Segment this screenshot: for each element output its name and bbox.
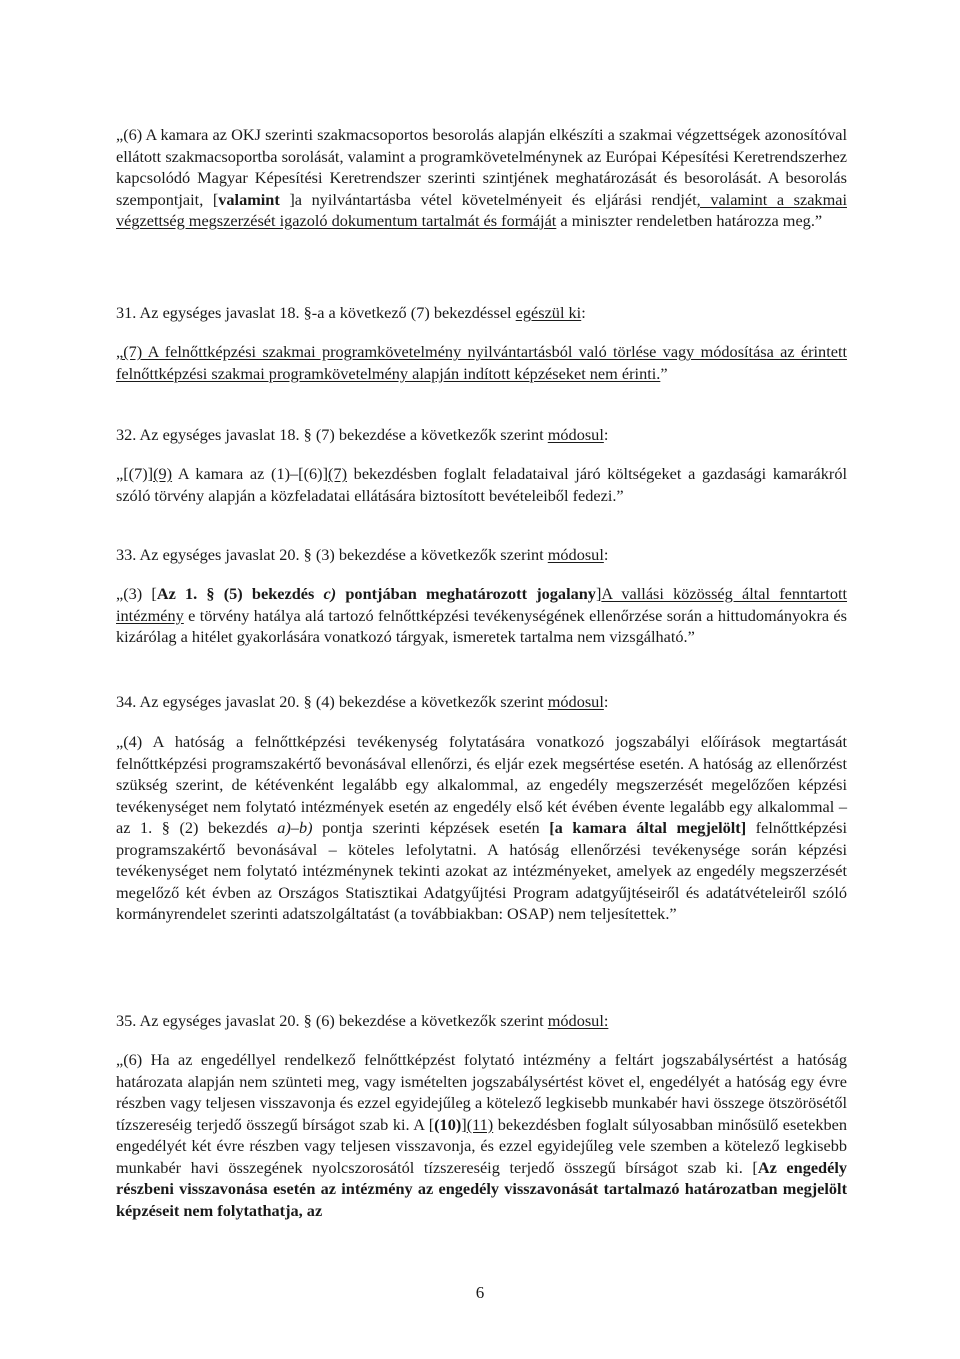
p1-bold-valamint: valamint xyxy=(218,189,280,209)
p3-text-c: A kamara az (1)–[(6)] xyxy=(172,464,329,483)
amendment-heading-33 xyxy=(116,544,847,566)
p6-text-e: bekezdésben foglalt súlyosabban minősülő esetekben engedélyét két évre részben vagy teljesen visszavonja, és ezzel egyidejűleg vele szemben a kötelező legkisebb munkabér havi összegének nyolcszorosától tízszereséig terjedő összegű bírságot szab ki. [ xyxy=(116,1114,847,1177)
amendment-heading-34 xyxy=(116,691,847,713)
h32-underlined: módosul xyxy=(547,425,604,444)
h34-colon: : xyxy=(603,692,609,711)
page-number: 6 xyxy=(475,1283,485,1302)
h31-underlined: egészül ki xyxy=(515,303,582,322)
p6-inserted-11: (11) xyxy=(466,1114,494,1134)
amendment-heading-35 xyxy=(116,1010,847,1032)
p1-text-c: ]a nyilvántartásba vétel követelményeit és eljárási rendjét xyxy=(279,189,697,209)
p4-bold-b: Az 1. § (5) bekezdés xyxy=(156,584,324,603)
p5-text-c: pontja szerinti képzések esetén xyxy=(312,818,550,837)
p2-inserted-text: „(7) A felnőttképzési szakmai programkövetelmény nyilvántartásból való törlése vagy módosítása az érintett felnőttképzési szakmai programkövetelmény alapján indított képzéseket nem érinti. xyxy=(116,342,847,383)
paragraph-20-4 xyxy=(116,731,847,925)
p4-bracket: ] xyxy=(595,584,602,603)
p5-text-e: felnőttképzési programszakértő bevonásával – köteles lefolytatni. A hatóság ellenőrzési tevékenysége során képzési tevékenységet nem folytató intézménynek tekinti azokat az intézményeket, amelyek az engedély megszerzését megelőző két évben az Országos Statisztikai Adatgyűjtési Program adatgyűjtéseiről és adatátvételeiről szóló kormányrendelet szerinti adatszolgáltatást (a továbbiakban: OSAP) nem teljesítettek.” xyxy=(116,818,848,923)
paragraph-20-6 xyxy=(116,1049,847,1221)
p4-text-a: „(3) [ xyxy=(116,584,157,603)
p6-bold-deleted: Az engedély részbeni visszavonása esetén az intézmény az engedély visszavonását tartalmazó határozatban megjelölt képzéseit nem folytathatja, az xyxy=(116,1157,848,1220)
p3-text-e: bekezdésben foglalt feladataival járó költségeket a gazdasági kamarákról szóló törvény alapján a közfeladatai ellátására biztosított bevételeiből fedezi.” xyxy=(116,464,847,505)
p1-text-e: a miniszter rendeletben határozza meg.” xyxy=(556,211,823,230)
amendment-heading-32 xyxy=(116,424,847,446)
p3-inserted-7: (7) xyxy=(328,464,347,483)
p5-bold-deleted: [a kamara által megjelölt] xyxy=(549,818,747,837)
p6-bold-10: (10) xyxy=(434,1114,462,1134)
h33-colon: : xyxy=(603,545,609,564)
p4-inserted-text: A vallási közösség által fenntartott intézmény xyxy=(116,584,848,625)
h35-text: 35. Az egységes javaslat 20. § (6) bekezdése a következők szerint xyxy=(116,1011,548,1030)
h31-text: 31. Az egységes javaslat 18. §-a a következő (7) bekezdéssel xyxy=(116,303,516,322)
amendment-heading-31 xyxy=(116,302,847,324)
h34-text: 34. Az egységes javaslat 20. § (4) bekezdése a következők szerint xyxy=(116,692,548,711)
p3-text-a: „[(7)] xyxy=(116,464,154,483)
p6-text-a: „(6) Ha az engedéllyel rendelkező felnőttképzést folytató intézmény a feltárt jogszabálysértést a hatóság határozata alapján nem szünteti meg, vagy ismételten jogszabálysértést követ el, engedélyét a hatóság egy évre részben vagy teljesen visszavonja és ezzel egyidejűleg a kötelező legkisebb munkabér havi összege ötszörösétől tízszereséig terjedő összegű bírságot szab ki. A [ xyxy=(116,1050,847,1134)
h35-underlined: módosul: xyxy=(547,1011,609,1030)
p4-bold-d: pontjában meghatározott jogalany xyxy=(336,584,596,603)
paragraph-20-3 xyxy=(116,583,847,648)
p6-bracket: ] xyxy=(461,1114,467,1134)
p5-italic-points: a)–b) xyxy=(277,818,313,837)
h33-text: 33. Az egységes javaslat 20. § (3) bekezdése a következők szerint xyxy=(116,545,548,564)
h31-colon: : xyxy=(581,303,586,322)
p4-text-g: e törvény hatálya alá tartozó felnőttképzési tevékenységének ellenőrzése során a hittudományokra és kizárólag a hitélet gyakorlására vonatkozó tárgyak, ismeretek tartalma nem vizsgálható.” xyxy=(116,605,847,646)
p1-text-a: „(6) A kamara az OKJ szerinti szakmacsoportos besorolás alapján elkészíti a szakmai végzettségek azonosítóval ellátott szakmacsoportba sorolását, valamint a programkövetelménynek az Európai Képesítési Keretrendszerhez kapcsolódó Magyar Képesítési Keretrendszer szerinti szintjének meghatározását és besorolását. A besorolás szempontjait, [ xyxy=(116,125,847,209)
h34-underlined: módosul xyxy=(547,692,604,711)
p5-text-a: „(4) A hatóság a felnőttképzési tevékenység folytatására vonatkozó jogszabályi előírások megtartását felnőttképzési programszakértő bevonásával ellenőrzi, és eljár ezek megsértése esetén. A hatóság az ellenőrzést szükség szerint, de kétévenként legalább egy alkalommal, az engedély megszerzését megelőzően képzési tevékenységet nem folytató intézmények esetén az engedély első két évében évente legalább egy alkalommal – az 1. § (2) bekezdés xyxy=(116,732,847,837)
paragraph-18-6 xyxy=(116,124,847,232)
p3-inserted-9: (9) xyxy=(153,464,173,483)
p2-close-quote: ” xyxy=(660,363,668,383)
p1-inserted-text: , valamint a szakmai végzettség megszerzését igazoló dokumentum tartalmát és formáját xyxy=(116,189,847,230)
paragraph-18-9 xyxy=(116,463,847,506)
h32-text: 32. Az egységes javaslat 18. § (7) bekezdése a következők szerint xyxy=(116,425,548,444)
h33-underlined: módosul xyxy=(547,545,604,564)
h32-colon: : xyxy=(603,425,609,444)
p4-bold-italic-c: c) xyxy=(323,584,337,603)
paragraph-18-7-new xyxy=(116,341,847,384)
